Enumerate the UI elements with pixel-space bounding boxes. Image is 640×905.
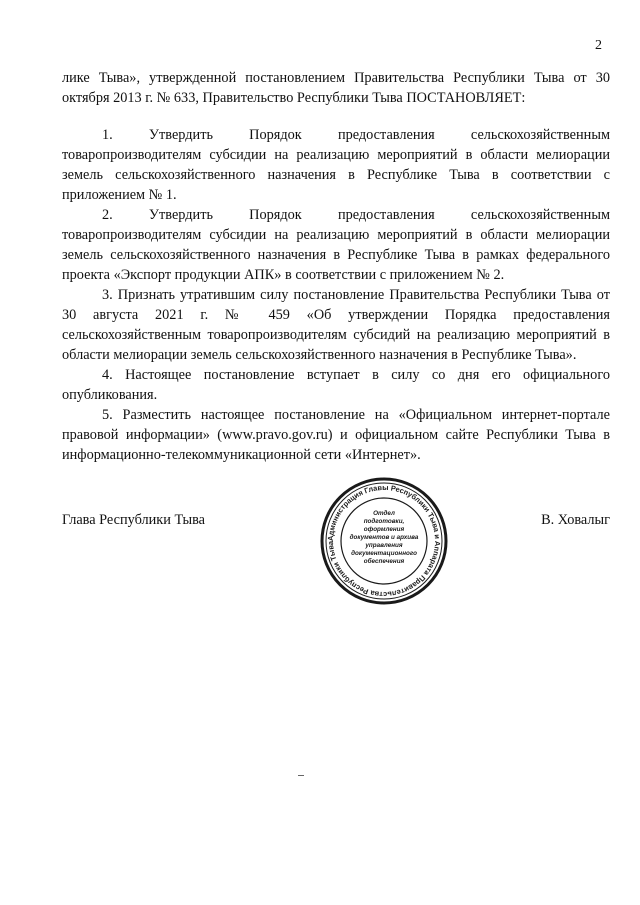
intro-paragraph — [62, 68, 610, 108]
resolution-item-1: 1. Утвердить Порядок предоставления сельскохозяйственным товаропроизводителям субсидии на реализацию мероприятий в области мелиорации земель сельскохозяйственного назначения в Республике Тыва в соответствии с приложением № 1. — [62, 127, 610, 203]
stamp-line-6: документационного — [351, 550, 417, 557]
scan-mark — [298, 775, 304, 776]
signatory-title: Глава Республики Тыва — [62, 512, 205, 528]
page-number: 2 — [595, 38, 602, 53]
resolution-item-2: 2. Утвердить Порядок предоставления сельскохозяйственным товаропроизводителям субсидии на реализацию мероприятий в области мелиорации земель сельскохозяйственного назначения в Республике Тыва в рамках федерального проекта «Экспорт продукции АПК» в соответствии с приложением № 2. — [62, 207, 610, 283]
resolution-item-5: 5. Разместить настоящее постановление на «Официальном интернет-портале правовой информации» (www.pravo.gov.ru) и официальном сайте Республики Тыва в информационно-телекоммуникационной сети «Интернет». — [62, 407, 610, 463]
stamp-line-2: подготовки, — [363, 518, 405, 525]
stamp-line-3: оформления — [363, 526, 405, 533]
stamp-line-7: обеспечения — [363, 558, 405, 565]
intro-text: лике Тыва», утвержденной постановлением Правительства Республики Тыва от 30 октября 2013 г. № 633, Правительство Республики Тыва ПОСТАНОВЛЯЕТ: — [62, 70, 610, 106]
stamp-line-1: Отдел — [373, 510, 395, 517]
stamp-line-5: управления — [365, 542, 403, 549]
signatory-name: В. Ховалыг — [541, 512, 610, 528]
official-seal-stamp — [318, 475, 450, 607]
resolution-item-3: 3. Признать утратившим силу постановление Правительства Республики Тыва от 30 августа 2021 г. № 459 «Об утверждении Порядка предоставления сельскохозяйственным товаропроизводителям субсидий на реализацию мероприятий в области мелиорации земель сельскохозяйственного назначения в Республике Тыва». — [62, 287, 610, 363]
resolution-item-4: 4. Настоящее постановление вступает в силу со дня его официального опубликования. — [62, 367, 610, 403]
stamp-outer-text: Администрация Главы Республики Тыва и Аппарата Правительства Республики Тыва — [325, 482, 443, 600]
resolution-items — [62, 125, 610, 465]
stamp-line-4: документов и архива — [349, 534, 419, 541]
